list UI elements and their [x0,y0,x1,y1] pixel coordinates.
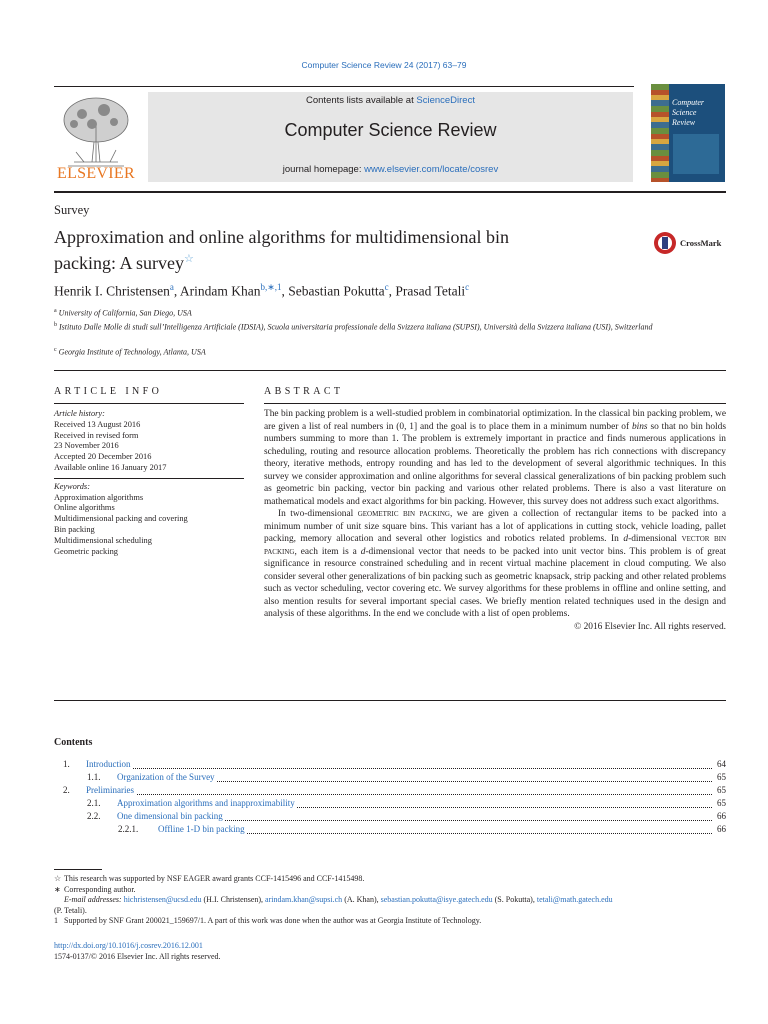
abstract-term: geometric bin packing [357,509,450,519]
homepage-prefix: journal homepage: [282,164,365,175]
abstract-paragraph [264,508,726,621]
email-link[interactable]: hichristensen@ucsd.edu [123,895,202,905]
toc-leader [86,793,712,795]
abstract-body [264,408,726,633]
toc-entry[interactable] [54,772,726,784]
publisher-name: ELSEVIER [57,165,135,182]
footnote-rule [54,869,102,870]
toc-link[interactable]: Preliminaries [86,785,134,795]
toc-number: 2. [63,785,70,795]
abstract-bottom-rule [54,700,726,701]
abstract-text: , we are given a collection of rectangular items to be packed into a minimum number of unit size square bins. This variant has a lot of applications in cutting stock, vehicle loading, pallet packing, memory allocation and several other logistics and robotics related problems. In [264,509,726,544]
affiliation-text: University of California, San Diego, USA [58,308,192,318]
cover-title-line: Science [672,108,697,117]
toc-number: 1.1. [87,772,101,782]
crossmark-label: CrossMark [680,238,722,248]
journal-title: Computer Science Review [284,120,497,140]
toc-leader [86,767,712,769]
email-label: E-mail addresses: [64,895,122,905]
issn-copyright: 1574-0137/© 2016 Elsevier Inc. All rights reserved. [54,951,221,961]
article-title-line: packing: A survey [54,253,184,273]
footnote-text: Corresponding author. [64,884,136,894]
history-item: Received in revised form [54,430,139,440]
footnote-text: Supported by SNF Grant 200021_159697/1. A part of this work was done when the author was at Georgia Institute of Technology. [64,916,482,926]
email-link[interactable]: arindam.khan@supsi.ch [265,895,343,905]
toc-link[interactable]: One dimensional bin packing [117,811,223,821]
contents-available-line [148,95,633,106]
email-owner: (H.I. Christensen), [203,895,264,905]
cover-image-strip [651,84,669,182]
keywords-label: Keywords: [54,481,90,491]
affiliation [54,345,654,358]
contents-prefix: Contents lists available at [306,95,417,106]
keyword: Approximation algorithms [54,492,144,502]
author-name[interactable]: Sebastian Pokutta [288,283,385,299]
affiliation-text: Istituto Dalle Molle di studi sull’Intelligenza Artificiale (IDSIA), Scuola universitaria professionale della Svizzera italiana (SUPSI), Università della Svizzera italiana (USI), Switzerland [59,322,653,332]
article-info-heading: ARTICLE INFO [54,386,163,397]
journal-homepage-line [148,164,633,175]
toc-page: 65 [714,772,726,782]
footnote-emails [54,895,726,906]
abstract-text-italic: d [360,546,366,557]
keyword: Geometric packing [54,546,118,556]
affiliation-mark: b [54,322,57,328]
toc-entry[interactable] [54,759,726,771]
doi-block [54,941,221,962]
toc-entry[interactable] [54,785,726,797]
article-info-rule [54,403,244,404]
abstract-text: The bin packing problem is a well-studied problem in combinatorial optimization. In the classical bin packing problem, we are given a list of real numbers in (0, 1] and the goal is to place them in a minimum number of [264,409,726,432]
abstract-text: so that no bin holds numbers summing to more than 1. The problem is extremely important in practice and finds numerous applications in scheduling, routing and resource allocation problems. Theoretically the problem has rich connections with discrepancy theory, iterative methods, entropy rounding and has led to the development of several algorithmic techniques. In this survey we consider approximation and online algorithms for several classical generalizations of bin packing problem such as geometric bin packing, vector bin packing and various other related problems. There is also a vast literature on mathematical models and exact algorithms for bin packing. However, this survey does not address such exact algorithms. [264,421,726,507]
toc-page: 66 [714,811,726,821]
article-title [54,226,624,274]
toc-entry[interactable] [54,811,726,823]
toc-link[interactable]: Organization of the Survey [117,772,215,782]
cover-title-line: Computer [672,98,704,107]
toc-page: 64 [714,759,726,769]
corresponding-mark-icon: ∗ [54,884,61,894]
title-block-rule [54,370,726,371]
history-item: Accepted 20 December 2016 [54,452,152,462]
toc-number: 1. [63,759,70,769]
journal-reference[interactable]: Computer Science Review 24 (2017) 63–79 [301,60,467,70]
affiliation-mark: c [54,347,57,353]
toc-link[interactable]: Offline 1-D bin packing [158,824,245,834]
copyright-notice: © 2016 Elsevier Inc. All rights reserved. [574,621,726,632]
toc-page: 66 [714,824,726,834]
abstract-heading: ABSTRACT [264,386,344,397]
author-name[interactable]: Arindam Khan [179,283,261,299]
abstract-text-italic: d [623,534,629,544]
cover-title [672,98,704,128]
affiliation-mark: a [54,308,57,314]
footnote [54,916,726,927]
abstract-term: vector bin packing [264,534,727,557]
doi-link[interactable]: http://dx.doi.org/10.1016/j.cosrev.2016.12.001 [54,941,203,950]
author-name[interactable]: Prasad Tetali [395,283,466,299]
sciencedirect-link[interactable]: ScienceDirect [416,95,475,106]
history-item: 23 November 2016 [54,441,119,451]
abstract-paragraph [264,408,726,508]
keyword: Multidimensional scheduling [54,535,152,545]
footnote-email-tail: (P. Tetali). [54,905,87,915]
article-info-panel [54,409,254,557]
toc-number: 2.2.1. [118,824,139,834]
header-rule [54,86,634,87]
article-title-line: Approximation and online algorithms for multidimensional bin [54,227,509,247]
keyword: Online algorithms [54,503,115,513]
abstract-text: -dimensional vector that needs to be packed into unit vector bins. This problem is of great significance in resource constrained scheduling and in recent virtual machine placement in cloud computing. We also consider several other generalizations of bin packing such as geometric knapsack, strip packing and other related problems such as vector scheduling, vector covering etc. We survey algorithms for these problems in offline and online setting, and also mention results for several important special cases. We briefly mention related techniques used in the design and analysis of these algorithms. In the end we conclude with a list of open problems. [264,546,726,619]
article-type: Survey [54,203,90,217]
email-link[interactable]: sebastian.pokutta@isye.gatech.edu [380,895,493,905]
abstract-text-italic: bins [631,421,648,432]
author-list: Henrik I. Christensen$^a$, Arindam Khan$^{b,∗,1}$, Sebastian Pokutta$^c$, Prasad Tetali$^c$ [54,282,470,299]
crossmark-badge[interactable] [653,229,733,257]
footnote-number: 1 [54,916,58,926]
abstract-text: In two-dimensional [278,509,358,519]
history-item: Received 13 August 2016 [54,419,141,429]
cover-graphic [673,134,719,174]
keyword: Multidimensional packing and covering [54,514,188,524]
abstract-text: , each item is a [294,546,361,557]
toc-page: 65 [714,785,726,795]
author-name[interactable]: Henrik I. Christensen [54,283,170,299]
footnotes [54,874,726,927]
footnote-text: This research was supported by NSF EAGER award grants CCF-1415496 and CCF-1415498. [64,874,365,883]
toc-link[interactable]: Approximation algorithms and inapproximability [117,798,295,808]
keyword: Bin packing [54,524,95,534]
title-footnote-star-icon[interactable]: ☆ [183,253,194,265]
email-link[interactable]: tetali@math.gatech.edu [536,895,613,905]
footnote [54,885,726,896]
cover-title-line: Review [672,118,696,127]
footnote-star-icon: ☆ [54,874,62,883]
author-affiliation-mark[interactable]: b,∗,1 [260,282,282,292]
journal-homepage-link[interactable]: www.elsevier.com/locate/cosrev [364,164,499,175]
affiliation [54,320,654,333]
toc-entry[interactable] [54,824,726,836]
affiliation-text: Georgia Institute of Technology, Atlanta, USA [58,347,206,357]
affiliation [54,306,654,319]
author-affiliation-mark[interactable]: c [465,282,470,292]
toc-link[interactable]: Introduction [86,759,131,769]
email-owner: (S. Pokutta), [494,895,535,905]
toc-number: 2.1. [87,798,101,808]
keywords-rule [54,478,244,479]
history-item: Available online 16 January 2017 [54,462,167,472]
abstract-text: -dimensional [628,534,682,544]
email-owner: (A. Khan), [344,895,379,905]
journal-cover-thumbnail[interactable] [651,84,725,182]
contents-heading: Contents [54,737,93,748]
toc-number: 2.2. [87,811,101,821]
masthead-bottom-rule [54,191,726,193]
toc-page: 65 [714,798,726,808]
footnote [54,874,726,885]
author-affiliation-mark[interactable]: c [384,282,389,292]
toc-entry[interactable] [54,798,726,810]
author-affiliation-mark[interactable]: a [169,282,174,292]
abstract-rule [264,403,726,404]
article-history-label: Article history: [54,409,105,418]
